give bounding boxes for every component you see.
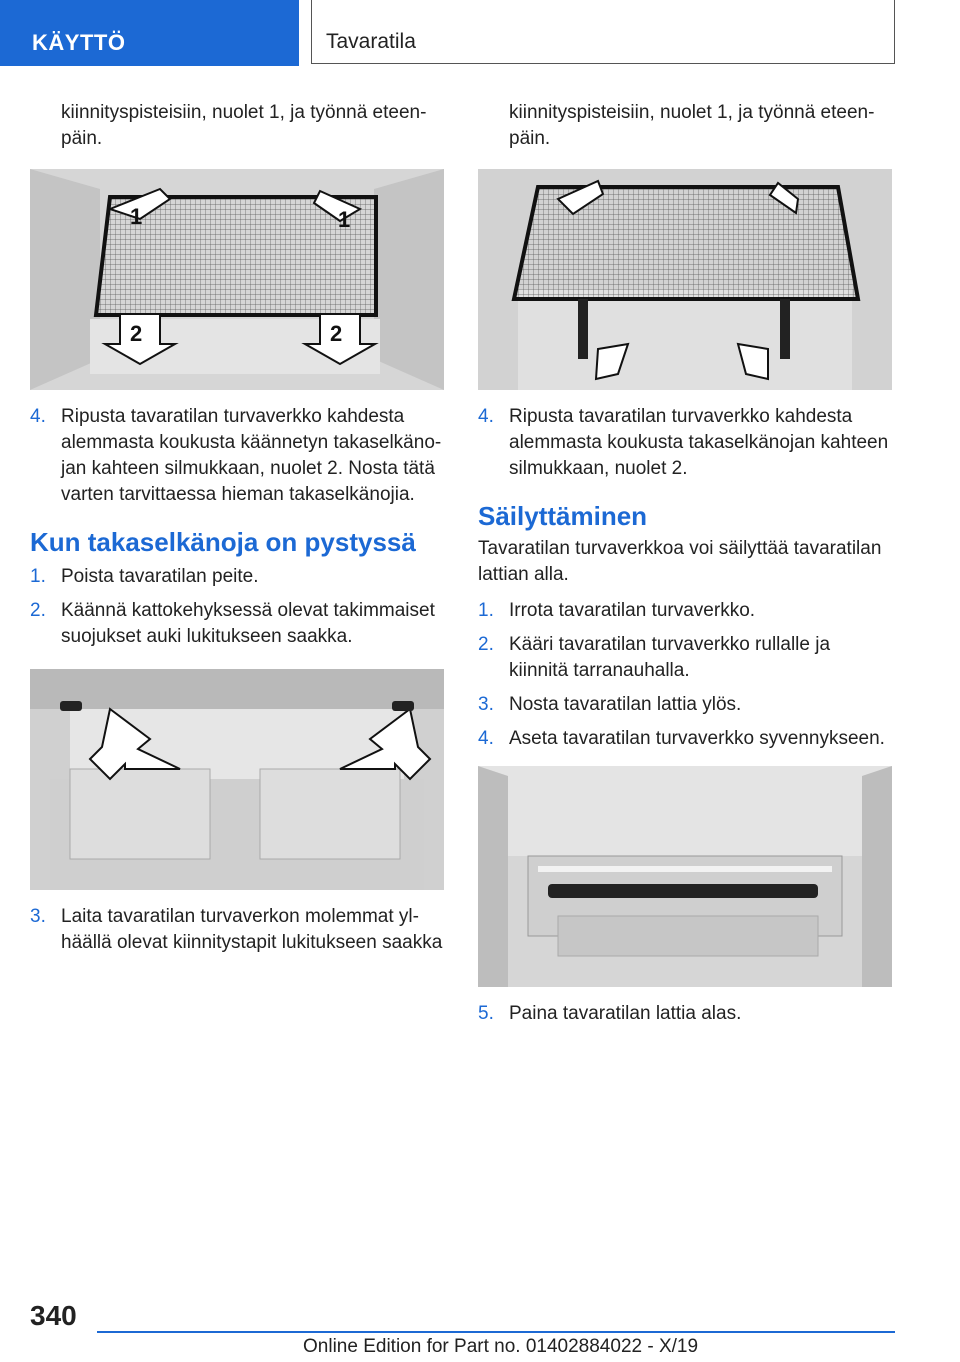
step-text: Aseta tavaratilan turvaverkko syvennykseen.	[509, 728, 885, 749]
step-number: 1.	[478, 600, 494, 621]
step-number: 4.	[478, 406, 494, 427]
step-number: 3.	[478, 694, 494, 715]
page-number: 340	[30, 1300, 77, 1331]
step-text: Käännä kattokehyksessä olevat takimmaiset suojukset auki lukitukseen saakka.	[61, 600, 435, 647]
left-intro-text: kiinnityspisteisiin, nuolet 1, ja työnnä eteen- päin.	[61, 102, 427, 149]
right-section-heading: Säilyttäminen	[478, 501, 648, 531]
right-intro-text: kiinnityspisteisiin, nuolet 1, ja työnnä eteen- päin.	[509, 102, 875, 149]
right-step-4b	[478, 726, 892, 752]
step-number: 3.	[30, 906, 46, 927]
left-column	[30, 100, 444, 956]
figure-net-storage-recess	[478, 766, 892, 987]
step-number: 4.	[478, 728, 494, 749]
chapter-title-box	[311, 0, 895, 64]
step-number: 5.	[478, 1003, 494, 1024]
right-step-4	[478, 404, 892, 482]
step-text: Kääri tavaratilan turvaverkko rullalle ja kiinnitä tarranauhalla.	[509, 634, 831, 681]
step-text: Paina tavaratilan lattia alas.	[509, 1003, 742, 1024]
right-column	[478, 100, 892, 1027]
right-step-5	[478, 1001, 892, 1027]
step-text: Irrota tavaratilan turvaverkko.	[509, 600, 756, 621]
step-text: Ripusta tavaratilan turvaverkko kahdesta alemmasta koukusta takaselkänojan kahteen silmukkaan, nuolet 2.	[509, 406, 889, 479]
left-step-3	[30, 904, 444, 956]
step-text: Nosta tavaratilan lattia ylös.	[509, 694, 742, 715]
footer-divider	[97, 1331, 895, 1333]
step-text: Ripusta tavaratilan turvaverkko kahdesta alemmasta koukusta käännetyn takaselkäno-jan kahteen silmukkaan, nuolet 2. Nosta tätä varten tarvittaessa hieman takaselkänojia.	[61, 406, 442, 505]
left-step-4	[30, 404, 444, 508]
right-step-3	[478, 692, 892, 718]
right-step-2	[478, 632, 892, 684]
step-text: Laita tavaratilan turvaverkon molemmat yl-häällä olevat kiinnitystapit lukitukseen saakka	[61, 906, 443, 953]
figure-net-upper-hooks-folded	[30, 169, 444, 390]
figure-label-1: 1	[130, 204, 143, 229]
figure-roof-covers	[30, 669, 444, 890]
left-section-heading: Kun takaselkänoja on pystyssä	[30, 527, 416, 557]
section-label: KÄYTTÖ	[32, 30, 126, 55]
left-step-2	[30, 598, 444, 650]
step-number: 4.	[30, 406, 46, 427]
step-number: 2.	[30, 600, 46, 621]
left-step-1	[30, 564, 444, 590]
footer-edition: Online Edition for Part no. 01402884022 - X/19	[303, 1336, 699, 1357]
section-tab	[0, 0, 299, 66]
step-number: 1.	[30, 566, 46, 587]
figure-label-2: 2	[130, 321, 143, 346]
right-step-1	[478, 598, 892, 624]
step-number: 2.	[478, 634, 494, 655]
chapter-title: Tavaratila	[326, 30, 416, 53]
figure-label-2b: 2	[330, 321, 343, 346]
figure-net-lower-hooks-upright	[478, 169, 892, 390]
right-paragraph: Tavaratilan turvaverkkoa voi säilyttää tavaratilan lattian alla.	[478, 538, 882, 585]
figure-label-1b: 1	[338, 207, 351, 232]
step-text: Poista tavaratilan peite.	[61, 566, 259, 587]
